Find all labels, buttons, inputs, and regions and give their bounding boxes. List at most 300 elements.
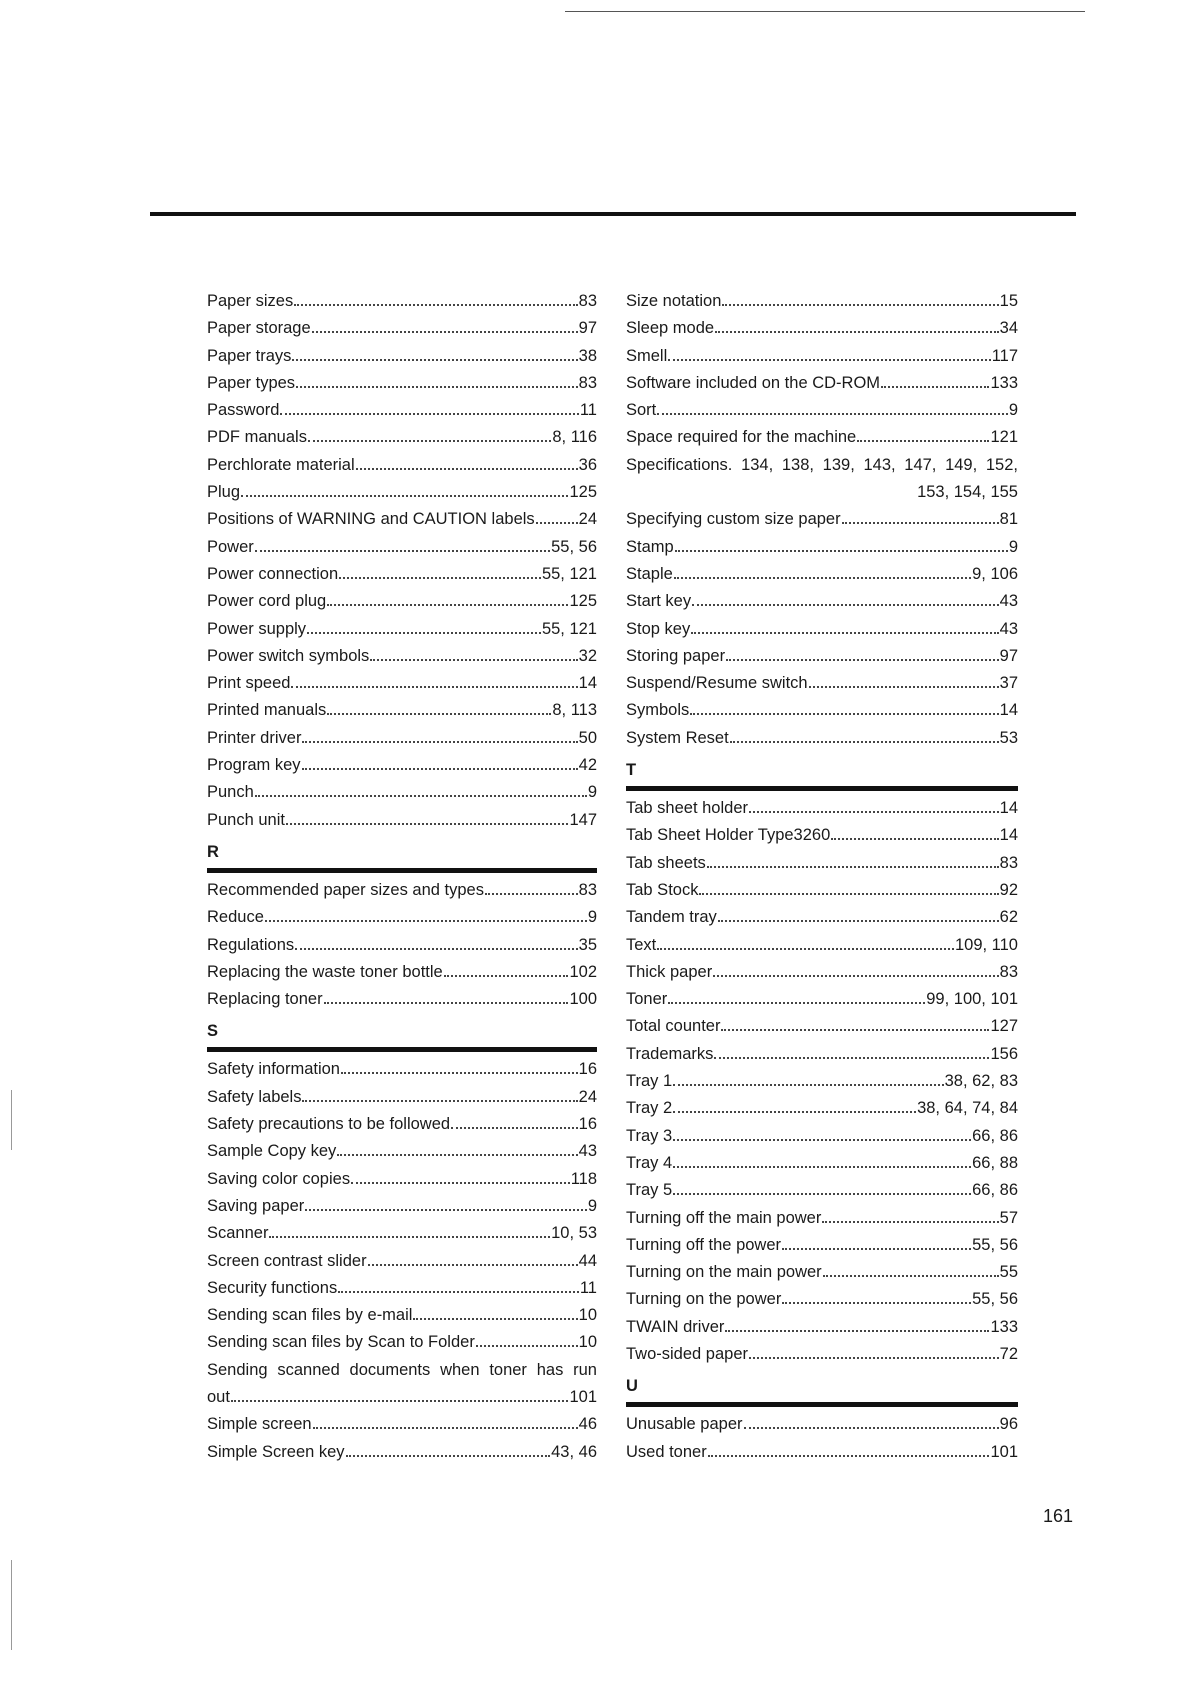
index-term: Size notation [626,292,722,310]
index-pages: 9 [1008,401,1018,420]
index-entry [626,561,1018,588]
margin-mark [11,1560,12,1650]
dot-leader [673,1111,916,1113]
dot-leader [312,331,578,333]
index-pages: 100 [569,990,597,1009]
index-pages: 32 [578,646,597,665]
index-entry [626,370,1018,397]
index-entry [207,452,597,479]
index-pages: 44 [578,1251,597,1270]
dot-leader [302,768,578,770]
dot-leader [674,577,971,579]
index-pages: 121 [990,428,1018,447]
index-entry [207,1111,597,1138]
index-term: Saving paper [207,1196,305,1215]
index-pages: 16 [578,1115,597,1134]
index-term: Safety labels [207,1087,302,1106]
dot-leader [718,920,999,922]
dot-leader [291,686,577,688]
index-pages: 96 [999,1415,1018,1434]
index-entry [626,877,1018,904]
index-term: Power supply [207,619,307,638]
dot-leader [809,686,999,688]
index-term: Screen contrast slider [207,1251,367,1270]
dot-leader [657,413,1008,415]
index-entry [626,1177,1018,1204]
index-column-right [626,288,1018,1466]
index-term: Paper storage [207,319,311,338]
section-rule [626,786,1018,791]
index-entry [207,1220,597,1247]
index-term: Turning off the power [626,1235,782,1254]
dot-leader [823,1275,999,1277]
index-entry [207,1166,597,1193]
index-term: Sending scan files by Scan to Folder [207,1333,475,1352]
dot-leader [292,359,577,361]
index-term: Turning on the power [626,1290,782,1309]
index-entry [626,850,1018,877]
section-letter: R [207,842,219,861]
index-pages: 83 [578,880,597,899]
dot-leader [351,1182,570,1184]
index-entry [626,1259,1018,1286]
dot-leader [673,1193,971,1195]
index-entry [626,670,1018,697]
dot-leader [749,1357,999,1359]
dot-leader [280,413,578,415]
index-entry [626,1123,1018,1150]
index-term: Used toner [626,1442,707,1461]
index-pages: 55 [999,1263,1018,1282]
index-entry [207,1357,597,1412]
dot-leader [324,1002,569,1004]
index-term: Simple Screen key [207,1442,345,1461]
index-pages: 147 [569,810,597,829]
index-pages: 133 [990,1317,1018,1336]
index-entry [626,1314,1018,1341]
index-entry [626,1068,1018,1095]
index-entry [207,616,597,643]
index-entry [207,752,597,779]
index-entry-continuation [207,1384,597,1411]
index-pages: 43, 46 [551,1442,597,1461]
index-term: Password [207,401,280,420]
dot-leader [744,1427,999,1429]
index-pages: 83 [578,373,597,392]
index-term: Software included on the CD-ROM [626,373,881,392]
dot-leader [269,1236,550,1238]
index-pages: 81 [999,510,1018,529]
dot-leader [294,304,577,306]
index-term: Turning on the main power [626,1263,822,1282]
section-letter: S [207,1022,219,1041]
index-term: TWAIN driver [626,1317,725,1336]
index-pages: 11 [579,1278,597,1297]
dot-leader [368,1264,578,1266]
dot-leader [673,1139,971,1141]
index-pages: 66, 88 [972,1153,1018,1172]
dot-leader [241,495,568,497]
dot-leader [296,386,578,388]
index-pages: 9 [587,1196,597,1215]
index-pages: 55, 56 [972,1235,1018,1254]
dot-leader [699,893,998,895]
index-term: Regulations [207,935,295,954]
index-pages: 101 [990,1442,1018,1461]
index-term: Unusable paper [626,1415,743,1434]
index-term: Toner [626,990,668,1009]
index-entry [207,1248,597,1275]
index-term: Sending scanned documents when toner has run [207,1360,597,1379]
margin-mark [11,1090,12,1150]
dot-leader [307,632,541,634]
index-term: Paper trays [207,346,292,365]
index-term: Two-sided paper [626,1344,748,1363]
index-entry [626,932,1018,959]
dot-leader [327,713,551,715]
index-column-left [207,288,597,1466]
index-term: Power switch symbols [207,646,370,665]
index-entry [207,370,597,397]
index-entry [626,397,1018,424]
dot-leader [782,1302,971,1304]
index-term: PDF manuals [207,428,307,447]
index-entry [207,986,597,1013]
index-pages: 55, 121 [541,564,597,583]
index-pages: 16 [578,1060,597,1079]
dot-leader [725,1330,989,1332]
index-term: Sending scan files by e-mail [207,1306,413,1325]
index-term: Tab sheet holder [626,799,749,818]
dot-leader [370,659,577,661]
index-term: Perchlorate material [207,455,355,474]
index-term: Paper types [207,373,296,392]
index-term: Printer driver [207,728,302,747]
dot-leader [536,522,578,524]
index-entry [626,904,1018,931]
index-pages: 14 [999,799,1018,818]
index-term: Tray 2 [626,1099,673,1118]
index-pages: 36 [578,455,597,474]
index-entry [626,588,1018,615]
index-term: Thick paper [626,962,713,981]
index-term: Smell [626,346,668,365]
dot-leader [476,1345,578,1347]
index-term: Safety precautions to be followed [207,1115,451,1134]
index-entry [207,643,597,670]
dot-leader [721,1029,989,1031]
index-entry [207,343,597,370]
index-term: Staple [626,564,673,583]
dot-leader [413,1318,577,1320]
dot-leader [265,920,587,922]
dot-leader [726,659,999,661]
index-pages: 133 [990,373,1018,392]
index-term: Sample Copy key [207,1142,337,1161]
index-entry [626,725,1018,752]
index-term: Total counter [626,1017,721,1036]
index-entry [207,534,597,561]
index-pages: 14 [578,674,597,693]
dot-leader [713,975,998,977]
index-entry [626,1439,1018,1466]
index-pages: 62 [999,908,1018,927]
dot-leader [715,331,999,333]
index-term: Safety information [207,1060,340,1079]
index-entry [207,1138,597,1165]
index-entry [207,506,597,533]
index-pages: 35 [578,935,597,954]
index-entry [207,807,597,834]
index-pages: 83 [578,292,597,310]
index-term: Trademarks [626,1044,714,1063]
index-entry [626,1232,1018,1259]
dot-leader [286,823,568,825]
section-letter: U [626,1377,638,1396]
dot-leader [857,440,989,442]
index-entry [626,1095,1018,1122]
index-entry [626,315,1018,342]
index-entry [207,697,597,724]
dot-leader [782,1248,971,1250]
index-term: Tab Stock [626,880,699,899]
dot-leader [657,948,954,950]
index-entry [626,1286,1018,1313]
index-term: System Reset [626,728,729,747]
index-entry [626,1411,1018,1438]
dot-leader [444,975,569,977]
index-term: Replacing toner [207,990,323,1009]
section-rule [207,1047,597,1052]
index-term: Stamp [626,537,674,556]
index-entry [207,1056,597,1083]
dot-leader [339,577,541,579]
index-term: Tray 3 [626,1126,673,1145]
index-pages: 9 [587,783,597,802]
section-rule [626,1402,1018,1407]
index-entry [207,479,597,506]
index-entry-continuation [626,479,1018,506]
index-pages: 153, 154, 155 [917,483,1018,502]
index-term: Space required for the machine [626,428,857,447]
dot-leader [338,1291,579,1293]
index-pages: 97 [999,646,1018,665]
index-pages: 10 [578,1333,597,1352]
dot-leader [722,304,998,306]
index-pages: 9 [1008,537,1018,556]
index-term: Scanner [207,1224,269,1243]
index-entry [626,697,1018,724]
index-term: Turning off the main power [626,1208,822,1227]
index-pages: 125 [569,483,597,502]
index-entry [207,1302,597,1329]
index-entry [626,959,1018,986]
dot-leader [668,359,990,361]
index-term: Paper sizes [207,292,294,310]
dot-leader [231,1400,569,1402]
dot-leader [749,811,999,813]
dot-leader [707,866,999,868]
index-term: Simple screen [207,1415,312,1434]
index-pages: 57 [999,1208,1018,1227]
index-pages: 10 [578,1306,597,1325]
index-term: Recommended paper sizes and types [207,880,484,899]
index-pages: 11 [579,401,597,420]
dot-leader [295,948,578,950]
index-pages: 9, 106 [972,564,1018,583]
index-pages: 125 [569,592,597,611]
dot-leader [692,604,999,606]
dot-leader [675,550,1008,552]
index-pages: 53 [999,728,1018,747]
dot-leader [831,838,998,840]
index-term: Tray 5 [626,1181,673,1200]
section-rule [207,868,597,873]
index-pages: 109, 110 [954,935,1018,954]
index-entry [626,343,1018,370]
index-pages: 117 [991,346,1018,365]
index-term: Power [207,537,254,556]
index-entry [626,643,1018,670]
index-pages: 34 [999,319,1018,338]
index-entry [626,452,1018,507]
index-pages: 9 [587,908,597,927]
index-entry [626,986,1018,1013]
index-pages: 10, 53 [551,1224,597,1243]
index-term: Sort [626,401,657,420]
index-entry [626,616,1018,643]
dot-leader [708,1455,990,1457]
dot-leader [730,741,999,743]
index-entry [626,288,1018,315]
index-entry [626,822,1018,849]
index-pages: 43 [578,1142,597,1161]
index-pages: 66, 86 [972,1126,1018,1145]
index-entry [626,1041,1018,1068]
index-pages: 66, 86 [972,1181,1018,1200]
index-pages: 83 [999,962,1018,981]
index-term: Storing paper [626,646,726,665]
index-term: Specifications. 134, 138, 139, 143, 147, 149, 152, [626,455,1018,474]
index-entry [207,959,597,986]
index-entry [207,932,597,959]
index-term: Printed manuals [207,701,327,720]
index-term: Tray 1 [626,1072,673,1091]
index-term: Positions of WARNING and CAUTION labels [207,510,535,529]
index-pages: 14 [999,826,1018,845]
dot-leader [341,1072,578,1074]
index-term: Sleep mode [626,319,715,338]
dot-leader [690,713,998,715]
index-entry [207,1439,597,1466]
index-pages: 38, 64, 74, 84 [917,1099,1018,1118]
index-term: Punch [207,783,254,802]
index-entry [626,1150,1018,1177]
index-entry [207,1275,597,1302]
index-pages: 8, 113 [552,701,597,720]
index-entry [626,506,1018,533]
index-entry [207,670,597,697]
index-term: Stop key [626,619,691,638]
index-entry [207,1411,597,1438]
index-pages: 118 [570,1169,597,1188]
dot-leader [691,632,998,634]
dot-leader [327,604,568,606]
index-pages: 72 [999,1344,1018,1363]
index-pages: 24 [578,510,597,529]
index-pages: 92 [999,880,1018,899]
index-pages: 83 [999,853,1018,872]
header-rule [150,212,1076,216]
index-term: Security functions [207,1278,338,1297]
index-pages: 8, 116 [552,428,597,447]
dot-leader [337,1154,577,1156]
index-term: Tab sheets [626,853,706,872]
section-letter: T [626,761,637,780]
dot-leader [673,1084,943,1086]
index-entry [207,877,597,904]
index-pages: 43 [999,619,1018,638]
dot-leader [313,1427,578,1429]
index-entry [207,779,597,806]
index-entry [207,1084,597,1111]
index-entry [626,1205,1018,1232]
index-pages: 37 [999,674,1018,693]
index-entry [207,561,597,588]
index-pages: 55, 56 [551,537,597,556]
index-term: Start key [626,592,692,611]
dot-leader [673,1166,971,1168]
dot-leader [308,440,551,442]
index-pages: 24 [578,1087,597,1106]
index-term: Tab Sheet Holder Type3260 [626,826,831,845]
dot-leader [302,1100,577,1102]
dot-leader [485,893,578,895]
dot-leader [714,1057,989,1059]
index-entry [207,1193,597,1220]
index-term: Power connection [207,564,339,583]
index-pages: 15 [999,292,1018,310]
index-entry [626,1013,1018,1040]
index-pages: 127 [990,1017,1018,1036]
index-entry [207,397,597,424]
index-pages: 55, 121 [541,619,597,638]
index-pages: 55, 56 [972,1290,1018,1309]
index-pages: 42 [578,756,597,775]
index-pages: 50 [578,728,597,747]
index-entry [207,904,597,931]
dot-leader [356,468,578,470]
index-entry [207,1329,597,1356]
index-pages: 156 [990,1044,1018,1063]
dot-leader [668,1002,925,1004]
index-entry [626,795,1018,822]
dot-leader [255,795,587,797]
index-term: Tandem tray [626,908,717,927]
index-term: Plug [207,483,241,502]
index-term: Specifying custom size paper [626,510,841,529]
index-term: Power cord plug [207,592,327,611]
index-pages: 97 [578,319,597,338]
index-term: Saving color copies [207,1169,351,1188]
index-entry [207,315,597,342]
top-thin-rule [565,11,1085,12]
index-term: Program key [207,756,301,775]
index-term: Print speed [207,674,291,693]
index-term: Symbols [626,701,690,720]
index-entry [626,1341,1018,1368]
dot-leader [346,1455,551,1457]
